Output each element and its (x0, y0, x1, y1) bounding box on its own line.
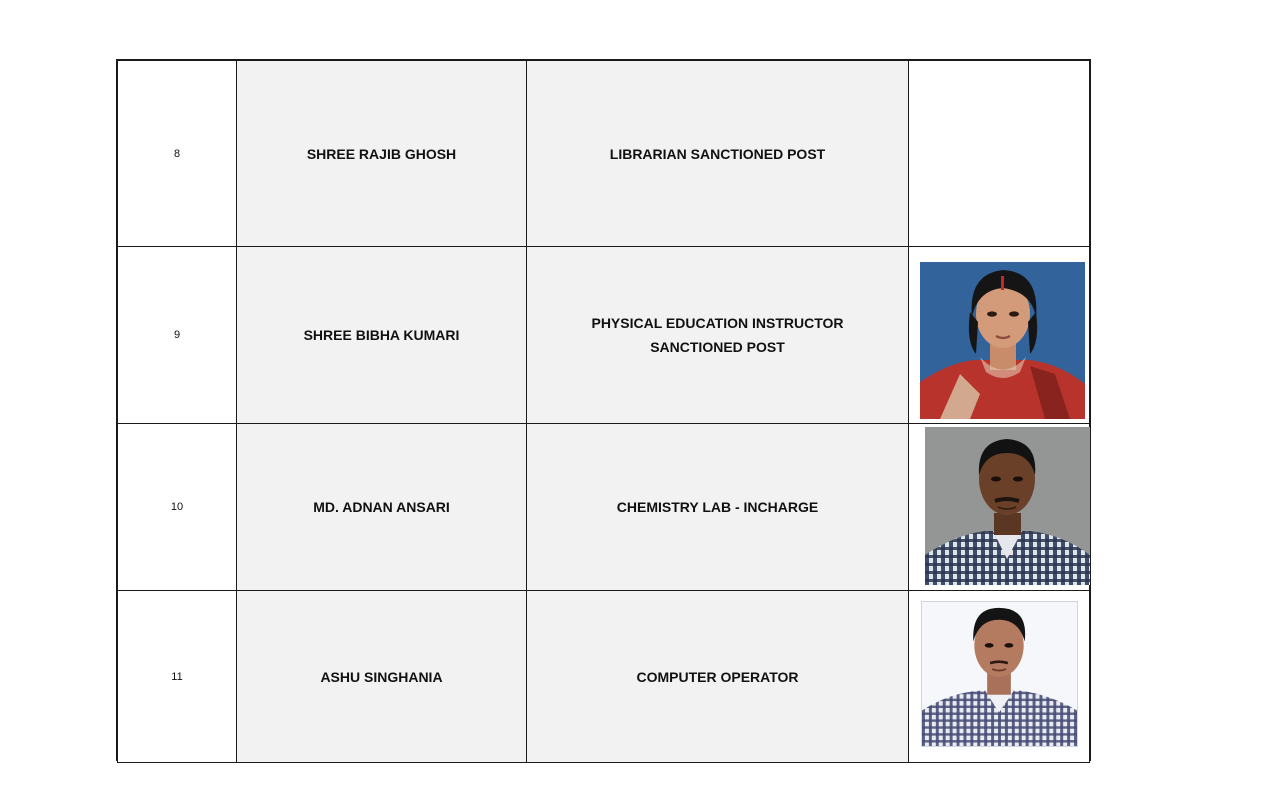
staff-name: SHREE BIBHA KUMARI (237, 247, 527, 424)
photo-cell (909, 247, 1090, 424)
staff-name: MD. ADNAN ANSARI (237, 424, 527, 591)
staff-post-line: LIBRARIAN SANCTIONED POST (609, 145, 826, 162)
staff-post (527, 424, 909, 591)
photo-cell (909, 424, 1090, 591)
staff-photo (920, 262, 1085, 419)
staff-table (117, 60, 1090, 763)
table-row (118, 61, 1090, 247)
staff-post (527, 591, 909, 763)
serial-number: 9 (118, 247, 237, 424)
staff-post-line: CHEMISTRY LAB - INCHARGE (616, 499, 819, 515)
table-row (118, 247, 1090, 424)
staff-table-page (116, 59, 1091, 761)
table-row (118, 591, 1090, 763)
staff-post-line: PHYSICAL EDUCATION INSTRUCTOR (591, 315, 844, 331)
staff-post-line: COMPUTER OPERATOR (636, 668, 799, 685)
table-row (118, 424, 1090, 591)
staff-post (527, 247, 909, 424)
serial-number: 8 (118, 61, 237, 247)
staff-photo (925, 427, 1090, 585)
serial-number: 10 (118, 424, 237, 591)
staff-post (527, 61, 909, 247)
photo-cell-empty (909, 61, 1090, 247)
serial-number: 11 (118, 591, 237, 763)
staff-post-line: SANCTIONED POST (650, 339, 785, 355)
staff-name: SHREE RAJIB GHOSH (237, 61, 527, 247)
staff-name: ASHU SINGHANIA (237, 591, 527, 763)
staff-photo (921, 601, 1078, 747)
photo-cell (909, 591, 1090, 763)
